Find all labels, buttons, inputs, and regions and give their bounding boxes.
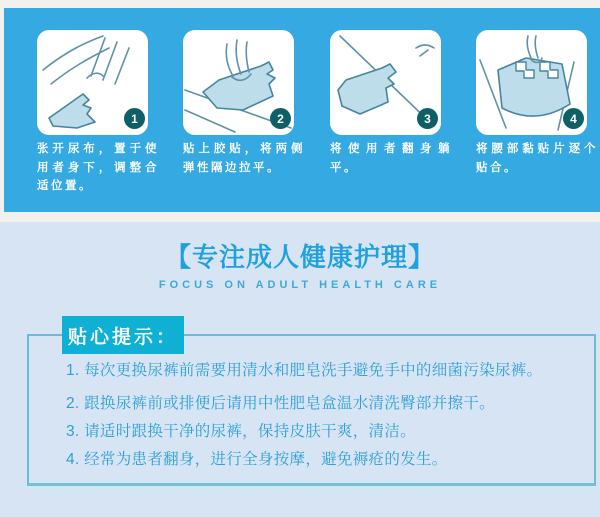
adult-health-care-section — [0, 222, 600, 517]
step-card-4 — [476, 30, 587, 135]
tip-item-4: 4. 经常为患者翻身，进行全身按摩，避免褥疮的发生。 — [66, 451, 448, 468]
step-caption-4: 将腰部黏贴片逐个贴合。 — [476, 143, 598, 174]
step-number-badge: 2 — [270, 108, 291, 129]
step-card-2 — [183, 30, 294, 135]
step-number-badge: 3 — [417, 108, 438, 129]
section-title: 【专注成人健康护理】 — [164, 242, 435, 272]
step-card-1 — [37, 30, 148, 135]
step-number-badge: 1 — [124, 108, 145, 129]
step-card-3 — [330, 30, 441, 135]
tip-item-2: 2. 跟换尿裤前或排便后请用中性肥皂盒温水清洗臀部并擦干。 — [66, 395, 495, 412]
step-caption-2: 贴上胶贴，将两侧弹性隔边拉平。 — [183, 143, 305, 174]
tip-item-1: 1. 每次更换尿裤前需要用清水和肥皂洗手避免手中的细菌污染尿裤。 — [66, 362, 543, 379]
step-number-badge: 4 — [563, 108, 584, 129]
step-caption-1: 张开尿布，置于使用者身下，调整合适位置。 — [37, 143, 159, 192]
usage-steps-section — [4, 8, 600, 212]
tips-label-badge: 贴心提示： — [62, 316, 184, 354]
tips-box — [27, 326, 596, 486]
section-subtitle: FOCUS ON ADULT HEALTH CARE — [158, 279, 442, 291]
tips-list — [29, 336, 594, 474]
step-caption-3: 将使用者翻身躺平。 — [330, 143, 452, 174]
tip-item-3: 3. 请适时跟换干净的尿裤，保持皮肤干爽，清洁。 — [66, 423, 416, 440]
